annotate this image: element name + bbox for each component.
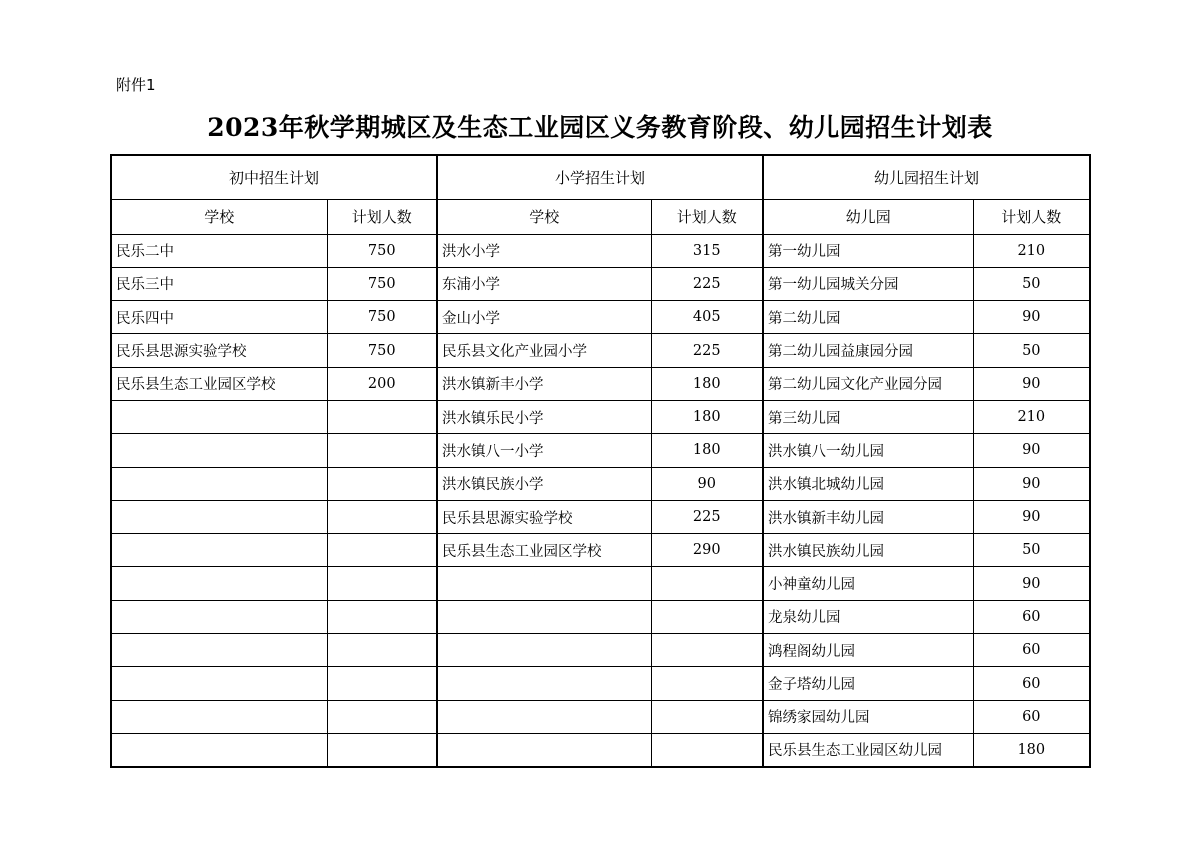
table-row — [111, 500, 1090, 533]
middle-count-cell: 750 — [327, 334, 437, 367]
primary-count-cell: 180 — [651, 367, 763, 400]
primary-count-cell: 315 — [651, 234, 763, 267]
kindergarten-count-cell: 60 — [973, 600, 1090, 633]
enrollment-plan-table — [110, 154, 1091, 768]
document-title: 2023年秋学期城区及生态工业园区义务教育阶段、幼儿园招生计划表 — [207, 113, 993, 142]
kindergarten-count-cell: 90 — [973, 500, 1090, 533]
primary-name-cell: 洪水镇新丰小学 — [437, 367, 651, 400]
middle-name-cell — [111, 600, 327, 633]
middle-name-cell — [111, 434, 327, 467]
kindergarten-name-cell: 民乐县生态工业园区幼儿园 — [763, 733, 973, 766]
kindergarten-name-cell: 洪水镇新丰幼儿园 — [763, 500, 973, 533]
middle-count-cell — [327, 600, 437, 633]
middle-count-cell: 200 — [327, 367, 437, 400]
col-middle-school: 学校 — [111, 199, 327, 234]
primary-name-cell: 洪水镇八一小学 — [437, 434, 651, 467]
middle-name-cell — [111, 667, 327, 700]
middle-name-cell: 民乐四中 — [111, 301, 327, 334]
middle-count-cell — [327, 733, 437, 766]
primary-count-cell: 225 — [651, 267, 763, 300]
table-row — [111, 667, 1090, 700]
table-row — [111, 467, 1090, 500]
col-middle-count: 计划人数 — [327, 199, 437, 234]
kindergarten-name-cell: 第二幼儿园益康园分园 — [763, 334, 973, 367]
kindergarten-name-cell: 洪水镇北城幼儿园 — [763, 467, 973, 500]
primary-name-cell — [437, 634, 651, 667]
table-row — [111, 234, 1090, 267]
middle-name-cell: 民乐三中 — [111, 267, 327, 300]
kindergarten-count-cell: 90 — [973, 467, 1090, 500]
kindergarten-name-cell: 洪水镇八一幼儿园 — [763, 434, 973, 467]
primary-count-cell: 225 — [651, 500, 763, 533]
middle-name-cell — [111, 634, 327, 667]
primary-name-cell: 东浦小学 — [437, 267, 651, 300]
kindergarten-count-cell: 90 — [973, 367, 1090, 400]
kindergarten-name-cell: 锦绣家园幼儿园 — [763, 700, 973, 733]
middle-count-cell: 750 — [327, 267, 437, 300]
middle-count-cell: 750 — [327, 301, 437, 334]
primary-name-cell: 洪水镇民族小学 — [437, 467, 651, 500]
primary-count-cell: 180 — [651, 434, 763, 467]
middle-count-cell — [327, 700, 437, 733]
primary-count-cell: 90 — [651, 467, 763, 500]
group-header-row — [111, 155, 1090, 199]
primary-count-cell — [651, 733, 763, 766]
kindergarten-count-cell: 50 — [973, 534, 1090, 567]
middle-name-cell: 民乐县生态工业园区学校 — [111, 367, 327, 400]
primary-name-cell: 民乐县思源实验学校 — [437, 500, 651, 533]
group-kindergarten: 幼儿园招生计划 — [763, 155, 1090, 199]
table-row — [111, 367, 1090, 400]
table-row — [111, 267, 1090, 300]
primary-name-cell: 金山小学 — [437, 301, 651, 334]
group-middle-school: 初中招生计划 — [111, 155, 437, 199]
kindergarten-name-cell: 第二幼儿园 — [763, 301, 973, 334]
kindergarten-count-cell: 50 — [973, 334, 1090, 367]
middle-name-cell — [111, 534, 327, 567]
kindergarten-name-cell: 金子塔幼儿园 — [763, 667, 973, 700]
primary-count-cell — [651, 567, 763, 600]
middle-name-cell — [111, 467, 327, 500]
primary-count-cell: 225 — [651, 334, 763, 367]
primary-count-cell — [651, 634, 763, 667]
kindergarten-name-cell: 第一幼儿园 — [763, 234, 973, 267]
middle-count-cell — [327, 534, 437, 567]
table-row — [111, 700, 1090, 733]
primary-name-cell — [437, 667, 651, 700]
table-row — [111, 600, 1090, 633]
primary-count-cell — [651, 600, 763, 633]
kindergarten-name-cell: 洪水镇民族幼儿园 — [763, 534, 973, 567]
middle-name-cell: 民乐县思源实验学校 — [111, 334, 327, 367]
primary-name-cell: 民乐县文化产业园小学 — [437, 334, 651, 367]
middle-count-cell — [327, 500, 437, 533]
column-header-row — [111, 199, 1090, 234]
table-row — [111, 301, 1090, 334]
primary-name-cell: 洪水小学 — [437, 234, 651, 267]
primary-count-cell: 290 — [651, 534, 763, 567]
middle-count-cell — [327, 400, 437, 433]
attachment-label: 附件1 — [116, 76, 156, 94]
middle-name-cell: 民乐二中 — [111, 234, 327, 267]
middle-name-cell — [111, 500, 327, 533]
table-row — [111, 434, 1090, 467]
kindergarten-name-cell: 第三幼儿园 — [763, 400, 973, 433]
table-row — [111, 733, 1090, 766]
primary-name-cell: 洪水镇乐民小学 — [437, 400, 651, 433]
kindergarten-name-cell: 龙泉幼儿园 — [763, 600, 973, 633]
kindergarten-count-cell: 60 — [973, 667, 1090, 700]
middle-count-cell — [327, 434, 437, 467]
middle-name-cell — [111, 400, 327, 433]
primary-name-cell: 民乐县生态工业园区学校 — [437, 534, 651, 567]
col-primary-count: 计划人数 — [651, 199, 763, 234]
table-row — [111, 400, 1090, 433]
primary-count-cell — [651, 700, 763, 733]
primary-name-cell — [437, 733, 651, 766]
kindergarten-count-cell: 90 — [973, 434, 1090, 467]
table-row — [111, 534, 1090, 567]
primary-name-cell — [437, 567, 651, 600]
table-row — [111, 634, 1090, 667]
table-row — [111, 567, 1090, 600]
primary-name-cell — [437, 700, 651, 733]
kindergarten-name-cell: 鸿程阁幼儿园 — [763, 634, 973, 667]
middle-count-cell: 750 — [327, 234, 437, 267]
group-primary-school: 小学招生计划 — [437, 155, 763, 199]
kindergarten-count-cell: 90 — [973, 567, 1090, 600]
kindergarten-count-cell: 90 — [973, 301, 1090, 334]
primary-count-cell — [651, 667, 763, 700]
table-row — [111, 334, 1090, 367]
kindergarten-name-cell: 第一幼儿园城关分园 — [763, 267, 973, 300]
middle-count-cell — [327, 634, 437, 667]
kindergarten-name-cell: 小神童幼儿园 — [763, 567, 973, 600]
kindergarten-count-cell: 210 — [973, 234, 1090, 267]
middle-count-cell — [327, 567, 437, 600]
kindergarten-count-cell: 50 — [973, 267, 1090, 300]
col-primary-school: 学校 — [437, 199, 651, 234]
col-kindergarten-count: 计划人数 — [973, 199, 1090, 234]
kindergarten-count-cell: 60 — [973, 700, 1090, 733]
middle-count-cell — [327, 667, 437, 700]
middle-count-cell — [327, 467, 437, 500]
col-kindergarten-name: 幼儿园 — [763, 199, 973, 234]
middle-name-cell — [111, 733, 327, 766]
primary-count-cell: 180 — [651, 400, 763, 433]
primary-count-cell: 405 — [651, 301, 763, 334]
kindergarten-count-cell: 180 — [973, 733, 1090, 766]
middle-name-cell — [111, 700, 327, 733]
kindergarten-name-cell: 第二幼儿园文化产业园分园 — [763, 367, 973, 400]
middle-name-cell — [111, 567, 327, 600]
kindergarten-count-cell: 210 — [973, 400, 1090, 433]
primary-name-cell — [437, 600, 651, 633]
kindergarten-count-cell: 60 — [973, 634, 1090, 667]
